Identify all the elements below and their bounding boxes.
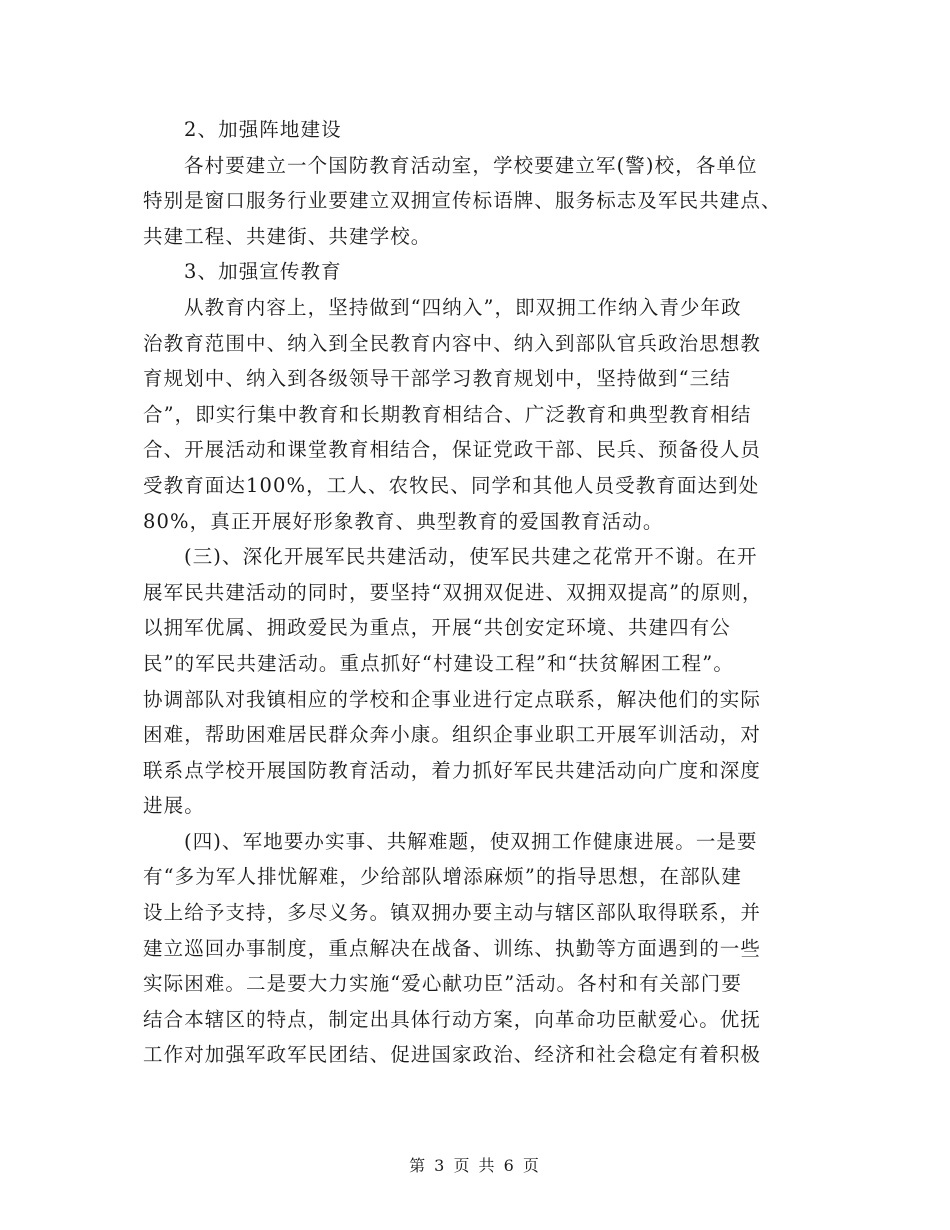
text-line: 育规划中、纳入到各级领导干部学习教育规划中，坚持做到“三结: [143, 367, 731, 391]
text-line: 以拥军优属、拥政爱民为重点，开展“共创安定环境、共建四有公: [143, 616, 731, 640]
text-line: 合”，即实行集中教育和长期教育相结合、广泛教育和典型教育相结: [143, 402, 752, 426]
text-line: (四)、军地要办实事、共解难题，使双拥工作健康进展。一是要: [184, 829, 758, 853]
text-line: 从教育内容上，坚持做到“四纳入”，即双拥工作纳入青少年政: [184, 295, 742, 319]
document-body: [143, 112, 813, 1073]
text-line: 特别是窗口服务行业要建立双拥宣传标语牌、服务标志及军民共建点、: [143, 189, 782, 213]
text-line: 3、加强宣传教育: [184, 260, 342, 284]
text-line: 实际困难。二是要大力实施“爱心献功臣”活动。各村和有关部门要: [143, 972, 742, 996]
text-line: (三)、深化开展军民共建活动，使军民共建之花常开不谢。在开: [184, 545, 758, 569]
text-line: 治教育范围中、纳入到全民教育内容中、纳入到部队官兵政治思想教: [143, 331, 762, 355]
text-line: 有“多为军人排忧解难，少给部队增添麻烦”的指导思想，在部队建: [143, 865, 742, 889]
text-line: 工作对加强军政军民团结、促进国家政治、经济和社会稳定有着积极: [143, 1043, 762, 1067]
text-line: 建立巡回办事制度，重点解决在战备、训练、执勤等方面遇到的一些: [143, 936, 762, 960]
text-line: 联系点学校开展国防教育活动，着力抓好军民共建活动向广度和深度: [143, 758, 762, 782]
text-line: 合、开展活动和课堂教育相结合，保证党政干部、民兵、预备役人员: [143, 438, 762, 462]
page-footer: [0, 1153, 950, 1176]
text-line: 展军民共建活动的同时，要坚持“双拥双促进、双拥双提高”的原则，: [143, 580, 763, 604]
text-line: 结合本辖区的特点，制定出具体行动方案，向革命功臣献爱心。优抚: [143, 1007, 762, 1031]
text-line: 2、加强阵地建设: [184, 118, 342, 141]
text-line: 受教育面达100%，工人、农牧民、同学和其他人员受教育面达到处: [143, 473, 760, 497]
text-line: 困难，帮助困难居民群众奔小康。组织企事业职工开展军训活动，对: [143, 723, 762, 747]
text-line: 各村要建立一个国防教育活动室，学校要建立军(警)校，各单位: [184, 153, 758, 177]
page-number-label: 第 3 页 共 6 页: [409, 1156, 541, 1175]
text-line: 80%，真正开展好形象教育、典型教育的爱国教育活动。: [143, 509, 664, 533]
text-line: 协调部队对我镇相应的学校和企事业进行定点联系，解决他们的实际: [143, 687, 762, 711]
text-line: 进展。: [143, 794, 205, 818]
text-line: 设上给予支持，多尽义务。镇双拥办要主动与辖区部队取得联系，并: [143, 901, 762, 925]
text-line: 民”的军民共建活动。重点抓好“村建设工程”和“扶贫解困工程”。: [143, 651, 734, 675]
text-line: 共建工程、共建街、共建学校。: [143, 224, 432, 248]
